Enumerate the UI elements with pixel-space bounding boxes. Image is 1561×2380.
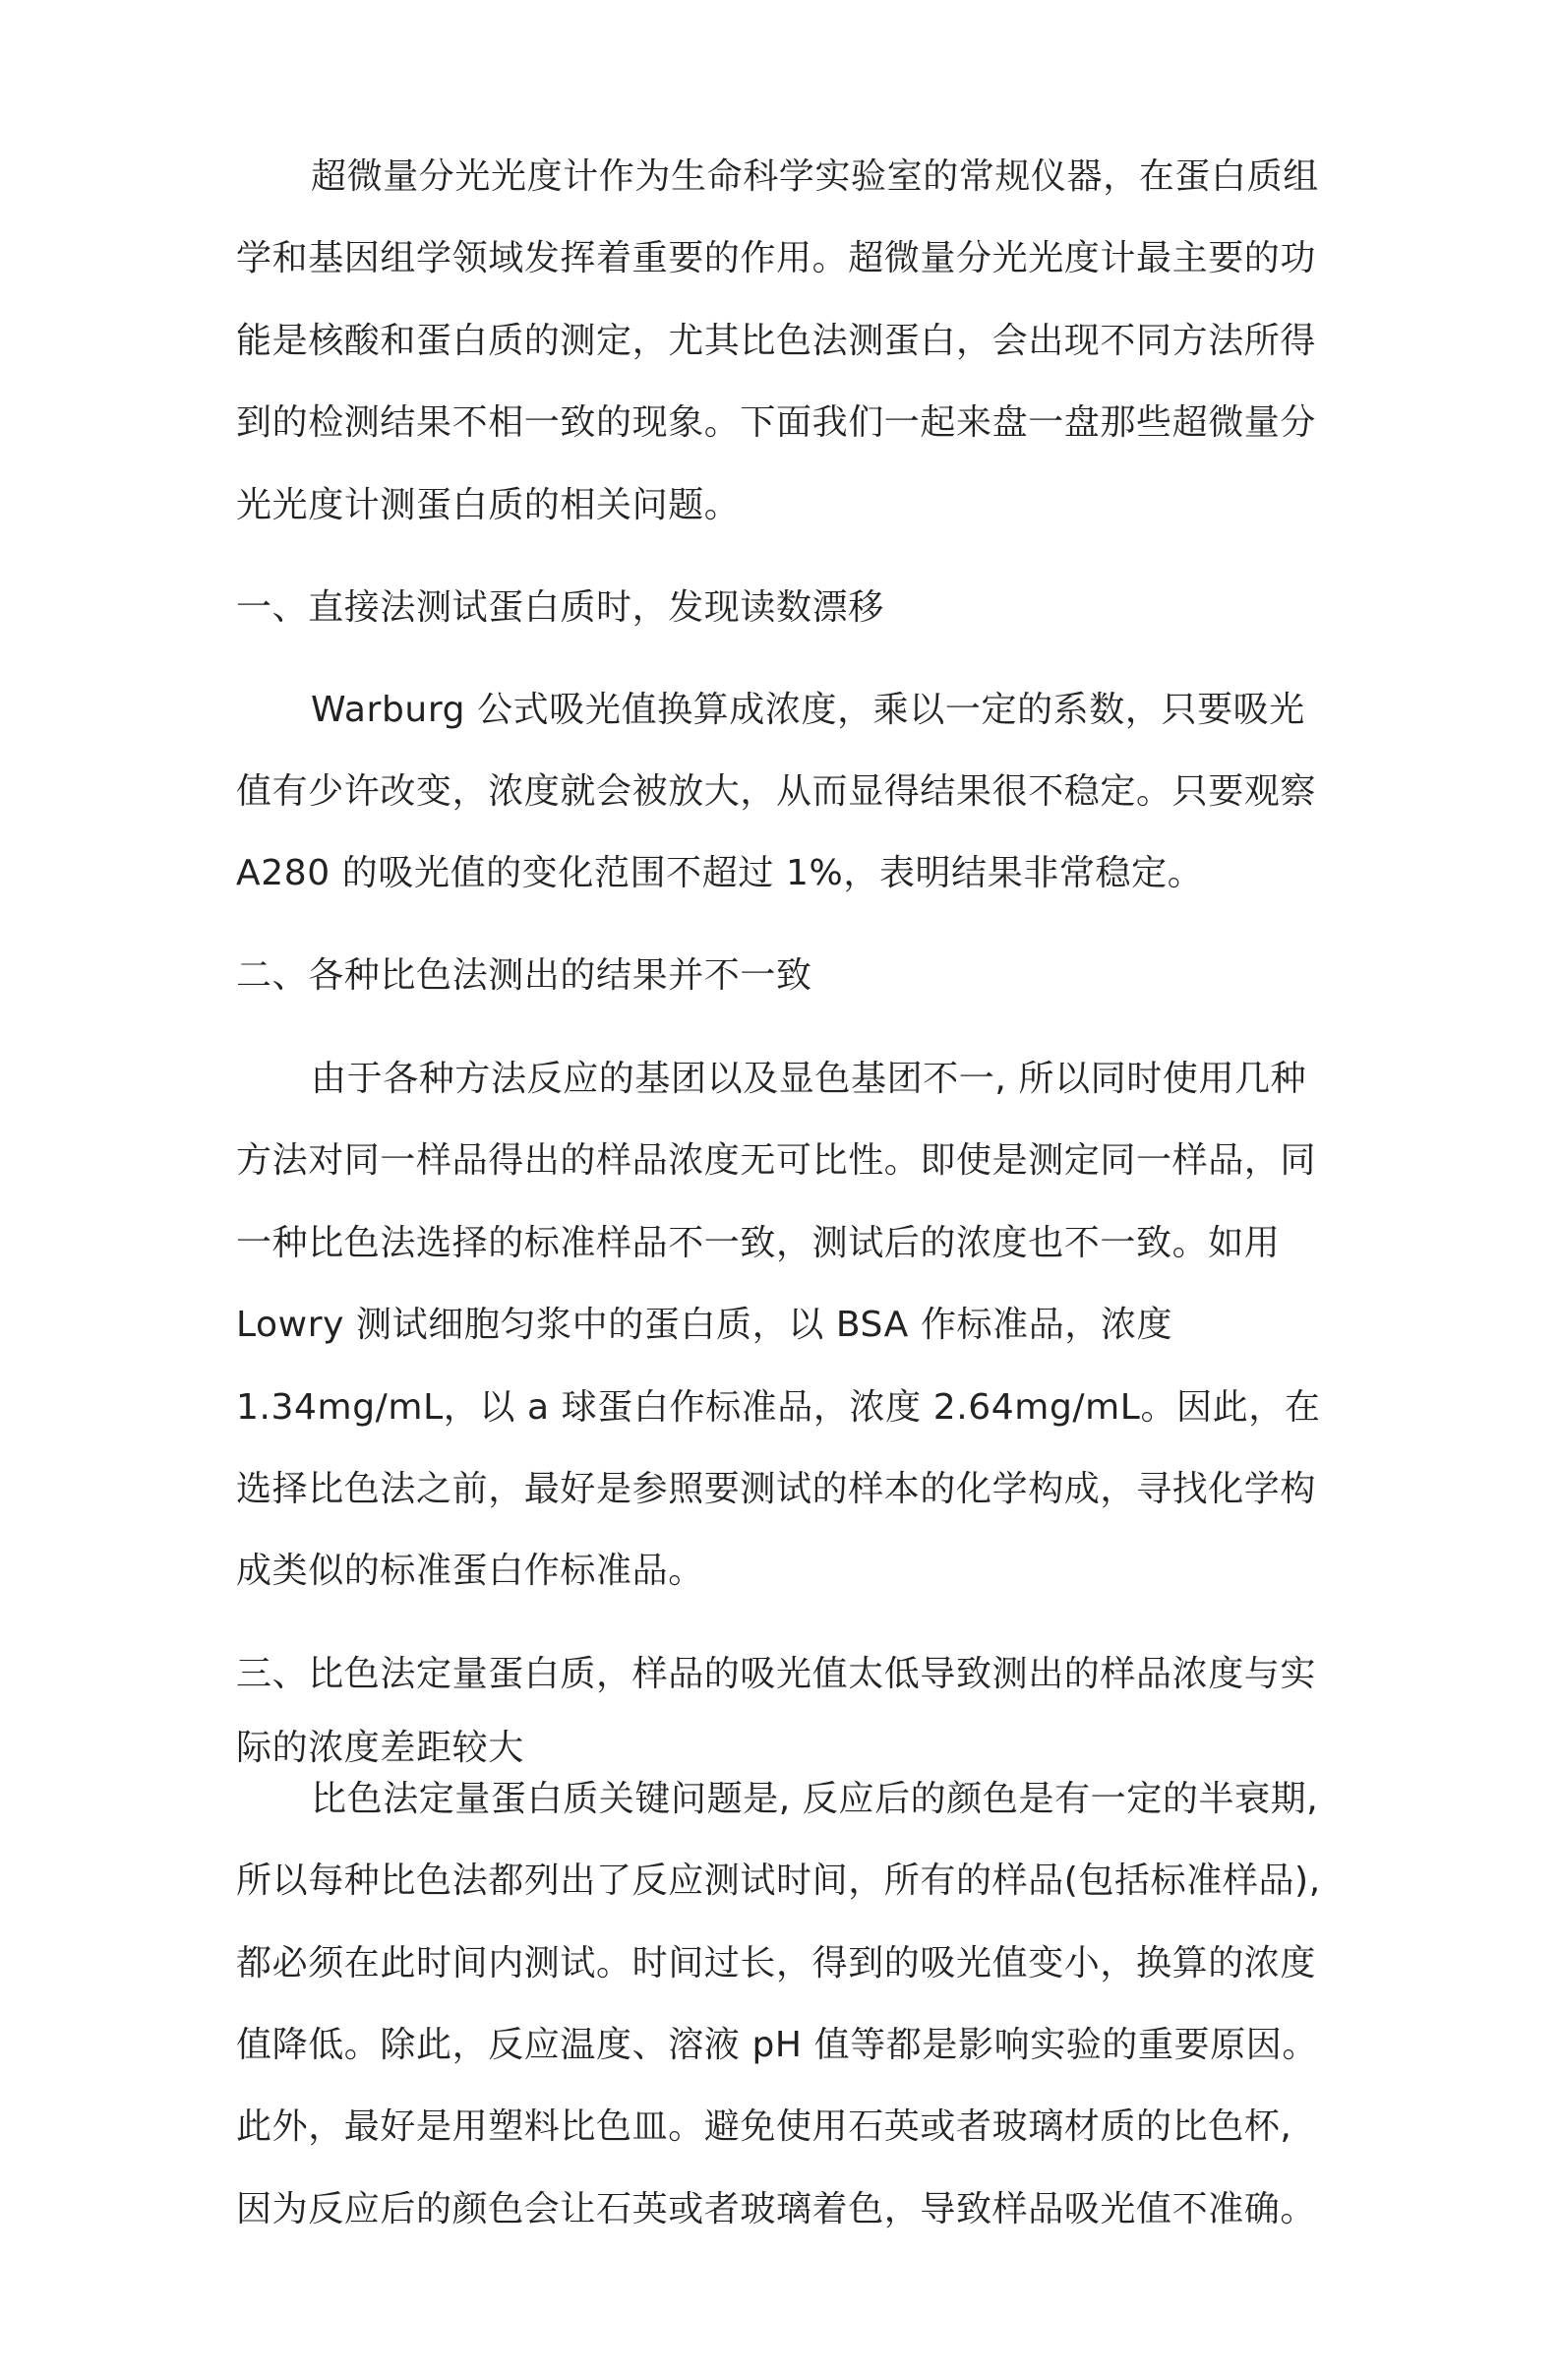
section3-line: 比色法定量蛋白质关键问题是, 反应后的颜色是有一定的半衰期, (311, 1779, 1319, 1819)
section3-line: 所以每种比色法都列出了反应测试时间，所有的样品(包括标准样品), (236, 1861, 1321, 1901)
section-heading-3: 三、比色法定量蛋白质，样品的吸光值太低导致测出的样品浓度与实 (236, 1654, 1317, 1694)
section3-line: 都必须在此时间内测试。时间过长，得到的吸光值变小，换算的浓度 (236, 1943, 1317, 1983)
section2-line: 1.34mg/mL，以 a 球蛋白作标准品，浓度 2.64mg/mL。因此，在 (236, 1387, 1321, 1428)
section2-line: 由于各种方法反应的基团以及显色基团不一, 所以同时使用几种 (311, 1059, 1307, 1099)
section3-line: 此外，最好是用塑料比色皿。避免使用石英或者玻璃材质的比色杯, (236, 2106, 1292, 2147)
intro-line: 光光度计测蛋白质的相关问题。 (236, 485, 741, 525)
intro-line: 学和基因组学领域发挥着重要的作用。超微量分光光度计最主要的功 (236, 238, 1317, 278)
section2-line: 一种比色法选择的标准样品不一致，测试后的浓度也不一致。如用 (236, 1223, 1281, 1263)
section3-line: 因为反应后的颜色会让石英或者玻璃着色，导致样品吸光值不准确。 (236, 2189, 1317, 2229)
section1-line: Warburg 公式吸光值换算成浓度，乘以一定的系数，只要吸光 (311, 690, 1305, 730)
section-heading-3: 际的浓度差距较大 (236, 1728, 524, 1768)
section2-line: 成类似的标准蛋白作标准品。 (236, 1551, 704, 1591)
section2-line: Lowry 测试细胞匀浆中的蛋白质，以 BSA 作标准品，浓度 (236, 1305, 1173, 1345)
section-heading-2: 二、各种比色法测出的结果并不一致 (236, 955, 812, 996)
section-heading-1: 一、直接法测试蛋白质时，发现读数漂移 (236, 587, 884, 628)
section2-line: 方法对同一样品得出的样品浓度无可比性。即使是测定同一样品，同 (236, 1140, 1317, 1181)
section2-line: 选择比色法之前，最好是参照要测试的样本的化学构成，寻找化学构 (236, 1469, 1317, 1509)
intro-line: 到的检测结果不相一致的现象。下面我们一起来盘一盘那些超微量分 (236, 402, 1317, 443)
section1-line: 值有少许改变，浓度就会被放大，从而显得结果很不稳定。只要观察 (236, 771, 1317, 812)
section1-line: A280 的吸光值的变化范围不超过 1%，表明结果非常稳定。 (236, 853, 1204, 893)
section3-line: 值降低。除此，反应温度、溶液 pH 值等都是影响实验的重要原因。 (236, 2025, 1319, 2065)
intro-line: 能是核酸和蛋白质的测定，尤其比色法测蛋白，会出现不同方法所得 (236, 321, 1317, 361)
intro-line: 超微量分光光度计作为生命科学实验室的常规仪器，在蛋白质组 (311, 156, 1319, 197)
